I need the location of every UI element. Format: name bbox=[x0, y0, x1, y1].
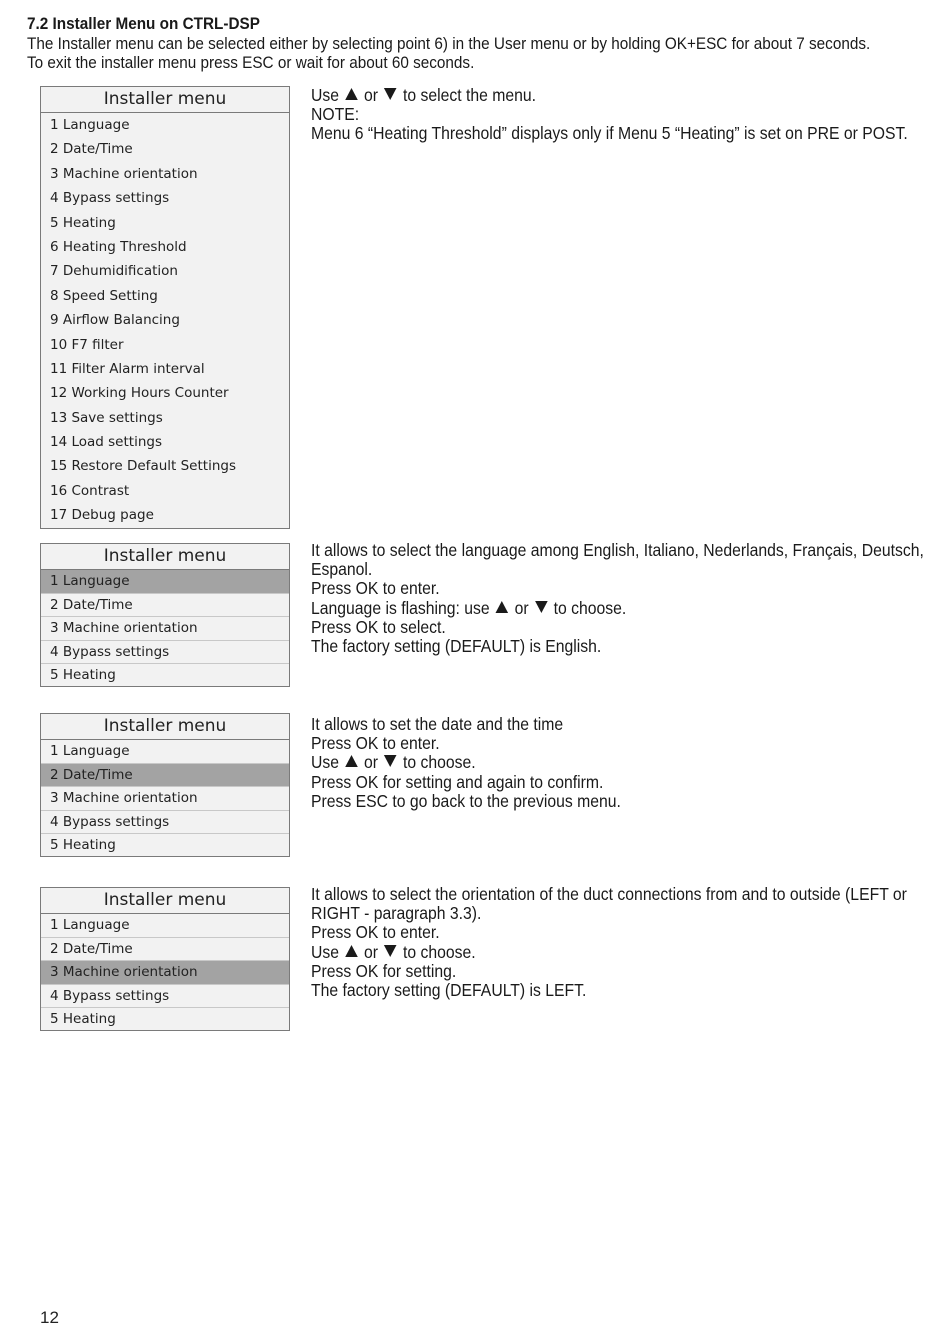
lcd-menu-item: 2 Date/Time bbox=[50, 141, 133, 158]
lcd-menu-item: 10 F7 filter bbox=[50, 336, 124, 353]
installer-menu-display-datetime bbox=[40, 713, 290, 857]
description-datetime bbox=[311, 715, 941, 811]
desc-line: The factory setting (DEFAULT) is LEFT. bbox=[311, 980, 587, 1001]
section-header bbox=[27, 14, 937, 72]
up-triangle-icon bbox=[345, 88, 358, 100]
lcd-menu-item: 13 Save settings bbox=[50, 409, 163, 426]
desc-line: Press OK to enter. bbox=[311, 733, 440, 754]
desc-line: It allows to select the language among English, Italiano, Nederlands, Français, Deutsch, Espanol. bbox=[311, 540, 924, 580]
lcd-menu-item: 16 Contrast bbox=[50, 482, 130, 499]
desc-line: It allows to set the date and the time bbox=[311, 714, 564, 734]
desc-line: Press OK to select. bbox=[311, 616, 446, 637]
lcd-menu-list bbox=[41, 740, 289, 856]
lcd-menu-item: 15 Restore Default Settings bbox=[50, 458, 236, 475]
lcd-menu-list bbox=[41, 570, 289, 686]
section-title: 7.2 Installer Menu on CTRL-DSP bbox=[27, 14, 260, 33]
down-triangle-icon bbox=[384, 945, 397, 957]
lcd-menu-item-selected: 1 Language bbox=[41, 570, 289, 593]
description-language bbox=[311, 541, 941, 656]
lcd-menu-item-selected: 3 Machine orientation bbox=[41, 960, 289, 983]
installer-menu-display-language bbox=[40, 543, 290, 687]
lcd-menu-item: 1 Language bbox=[50, 917, 130, 933]
lcd-menu-item: 7 Dehumidification bbox=[50, 263, 178, 280]
description-menu-overview bbox=[311, 86, 941, 144]
lcd-menu-item: 14 Load settings bbox=[50, 434, 162, 451]
lcd-menu-item: 5 Heating bbox=[41, 833, 289, 856]
desc-line: Press ESC to go back to the previous menu. bbox=[311, 790, 621, 811]
installer-menu-display-full bbox=[40, 86, 290, 529]
down-triangle-icon bbox=[535, 601, 548, 613]
lcd-menu-item: 3 Machine orientation bbox=[41, 786, 289, 809]
lcd-menu-title: Installer menu bbox=[41, 87, 289, 113]
lcd-menu-item: 1 Language bbox=[50, 117, 130, 133]
lcd-menu-item: 4 Bypass settings bbox=[41, 640, 289, 663]
lcd-menu-item: 8 Speed Setting bbox=[50, 287, 158, 304]
up-triangle-icon bbox=[496, 601, 509, 613]
description-orientation bbox=[311, 885, 941, 1000]
desc-line: It allows to select the orientation of the duct connections from and to outside (LEFT or RIGHT - paragraph 3.3). bbox=[311, 884, 907, 924]
lcd-menu-list bbox=[41, 914, 289, 1030]
lcd-menu-list bbox=[41, 113, 289, 528]
down-triangle-icon bbox=[384, 88, 397, 100]
lcd-menu-item: 3 Machine orientation bbox=[41, 616, 289, 639]
lcd-menu-title: Installer menu bbox=[41, 714, 289, 740]
desc-line: Press OK to enter. bbox=[311, 922, 440, 943]
desc-line: Language is flashing: use or to choose. bbox=[311, 597, 627, 618]
up-triangle-icon bbox=[345, 755, 358, 767]
desc-line: Use or to choose. bbox=[311, 752, 476, 773]
lcd-menu-item: 6 Heating Threshold bbox=[50, 238, 187, 255]
intro-line-2: To exit the installer menu press ESC or wait for about 60 seconds. bbox=[27, 53, 475, 72]
desc-line: Use or to choose. bbox=[311, 941, 476, 962]
lcd-menu-item: 1 Language bbox=[50, 743, 130, 759]
lcd-menu-item: 2 Date/Time bbox=[41, 593, 289, 616]
desc-line: Press OK for setting and again to confirm. bbox=[311, 771, 604, 792]
installer-menu-display-orientation bbox=[40, 887, 290, 1031]
up-triangle-icon bbox=[345, 945, 358, 957]
intro-line-1: The Installer menu can be selected either by selecting point 6) in the User menu or by holding OK+ESC for about 7 seconds. bbox=[27, 34, 871, 53]
lcd-menu-item: 4 Bypass settings bbox=[41, 984, 289, 1007]
lcd-menu-item: 2 Date/Time bbox=[41, 937, 289, 960]
lcd-menu-item-selected: 2 Date/Time bbox=[41, 763, 289, 786]
lcd-menu-item: 3 Machine orientation bbox=[50, 165, 198, 182]
lcd-menu-item: 5 Heating bbox=[50, 214, 116, 231]
lcd-menu-item: 4 Bypass settings bbox=[50, 190, 170, 207]
desc-line: NOTE: bbox=[311, 104, 360, 125]
lcd-menu-item: 4 Bypass settings bbox=[41, 810, 289, 833]
desc-line: Menu 6 “Heating Threshold” displays only if Menu 5 “Heating” is set on PRE or POST. bbox=[311, 123, 908, 144]
lcd-menu-item: 12 Working Hours Counter bbox=[50, 385, 229, 402]
lcd-menu-title: Installer menu bbox=[41, 544, 289, 570]
lcd-menu-item: 17 Debug page bbox=[50, 507, 154, 524]
lcd-menu-title: Installer menu bbox=[41, 888, 289, 914]
desc-line: Press OK to enter. bbox=[311, 578, 440, 599]
page-number: 12 bbox=[40, 1308, 59, 1327]
lcd-menu-item: 11 Filter Alarm interval bbox=[50, 360, 205, 377]
desc-line: Use or to select the menu. bbox=[311, 85, 537, 105]
down-triangle-icon bbox=[384, 755, 397, 767]
lcd-menu-item: 5 Heating bbox=[41, 663, 289, 686]
desc-line: The factory setting (DEFAULT) is English. bbox=[311, 636, 602, 657]
lcd-menu-item: 9 Airflow Balancing bbox=[50, 312, 180, 329]
desc-line: Press OK for setting. bbox=[311, 960, 457, 981]
lcd-menu-item: 5 Heating bbox=[41, 1007, 289, 1030]
